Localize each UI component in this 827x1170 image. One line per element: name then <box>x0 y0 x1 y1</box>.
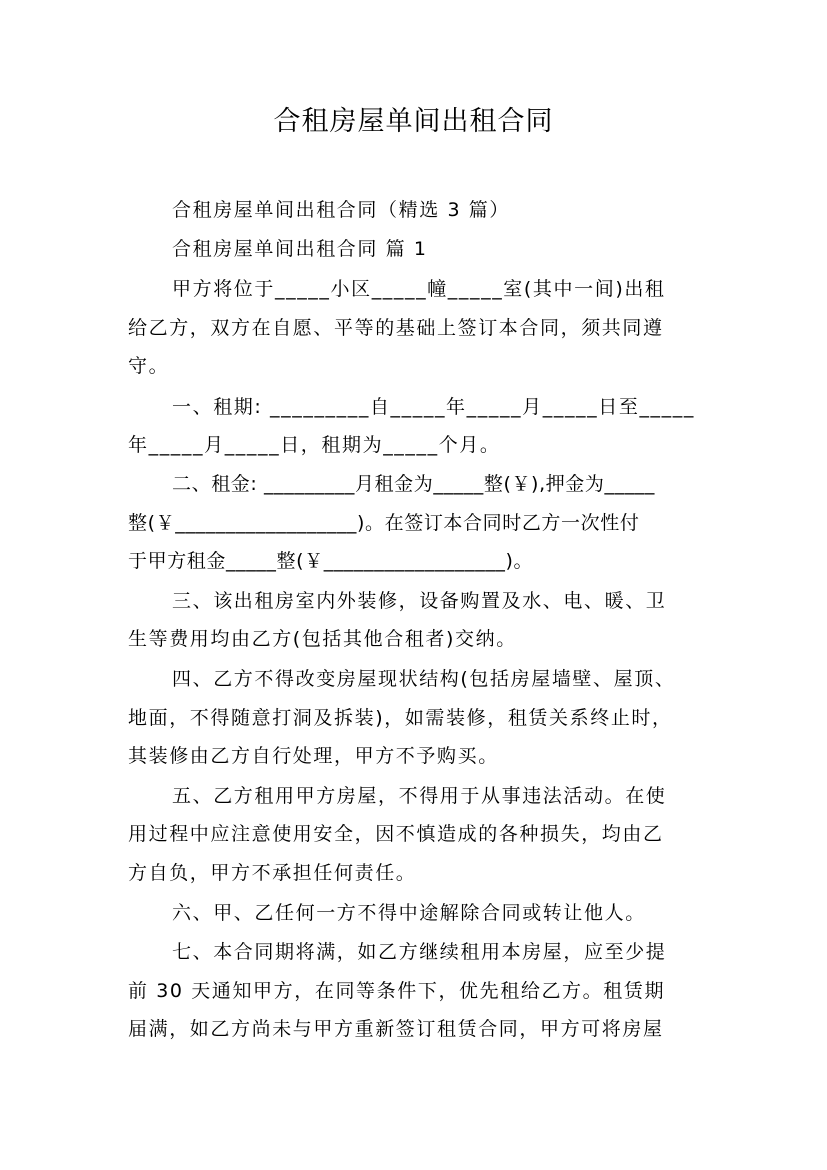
subtitle-line: 合租房屋单间出租合同（精选 3 篇） <box>172 199 510 221</box>
paragraph-line: 前 30 天通知甲方，在同等条件下，优先租给乙方。租赁期 <box>128 980 666 1002</box>
paragraph-line: 甲方将位于_____小区_____幢_____室(其中一间)出租 <box>172 278 666 300</box>
paragraph-line: 六、甲、乙任何一方不得中途解除合同或转让他人。 <box>172 902 646 924</box>
paragraph-line: 五、乙方租用甲方房屋，不得用于从事违法活动。在使 <box>172 785 667 807</box>
paragraph-line: 其装修由乙方自行处理，甲方不予购买。 <box>128 745 499 767</box>
paragraph-line: 整(￥__________________)。在签订本合同时乙方一次性付 <box>128 512 640 534</box>
section-heading-line: 合租房屋单间出租合同 篇 1 <box>172 238 428 260</box>
paragraph-line: 方自负，甲方不承担任何责任。 <box>128 862 417 884</box>
paragraph-line: 四、乙方不得改变房屋现状结构(包括房屋墙壁、屋顶、 <box>172 668 676 690</box>
paragraph-line: 三、该出租房室内外装修，设备购置及水、电、暖、卫 <box>172 590 667 612</box>
paragraph-line: 守。 <box>128 355 170 377</box>
document-title: 合租房屋单间出租合同 <box>273 106 554 137</box>
paragraph-line: 七、本合同期将满，如乙方继续租用本房屋，应至少提 <box>172 941 667 963</box>
paragraph-line: 用过程中应注意使用安全，因不慎造成的各种损失，均由乙 <box>128 823 664 845</box>
paragraph-line: 届满，如乙方尚未与甲方重新签订租赁合同，甲方可将房屋 <box>128 1018 664 1040</box>
paragraph-line: 二、租金: _________月租金为_____整(￥),押金为_____ <box>172 473 656 495</box>
paragraph-line: 地面，不得随意打洞及拆装)，如需装修，租赁关系终止时， <box>128 707 673 729</box>
paragraph-line: 年_____月_____日，租期为_____个月。 <box>128 434 501 456</box>
paragraph-line: 一、租期: _________自_____年_____月_____日至_____ <box>172 396 695 418</box>
paragraph-line: 生等费用均由乙方(包括其他合租者)交纳。 <box>128 628 517 650</box>
paragraph-line: 给乙方，双方在自愿、平等的基础上签订本合同，须共同遵 <box>128 317 664 339</box>
paragraph-line: 于甲方租金_____整(￥__________________)。 <box>128 550 534 572</box>
